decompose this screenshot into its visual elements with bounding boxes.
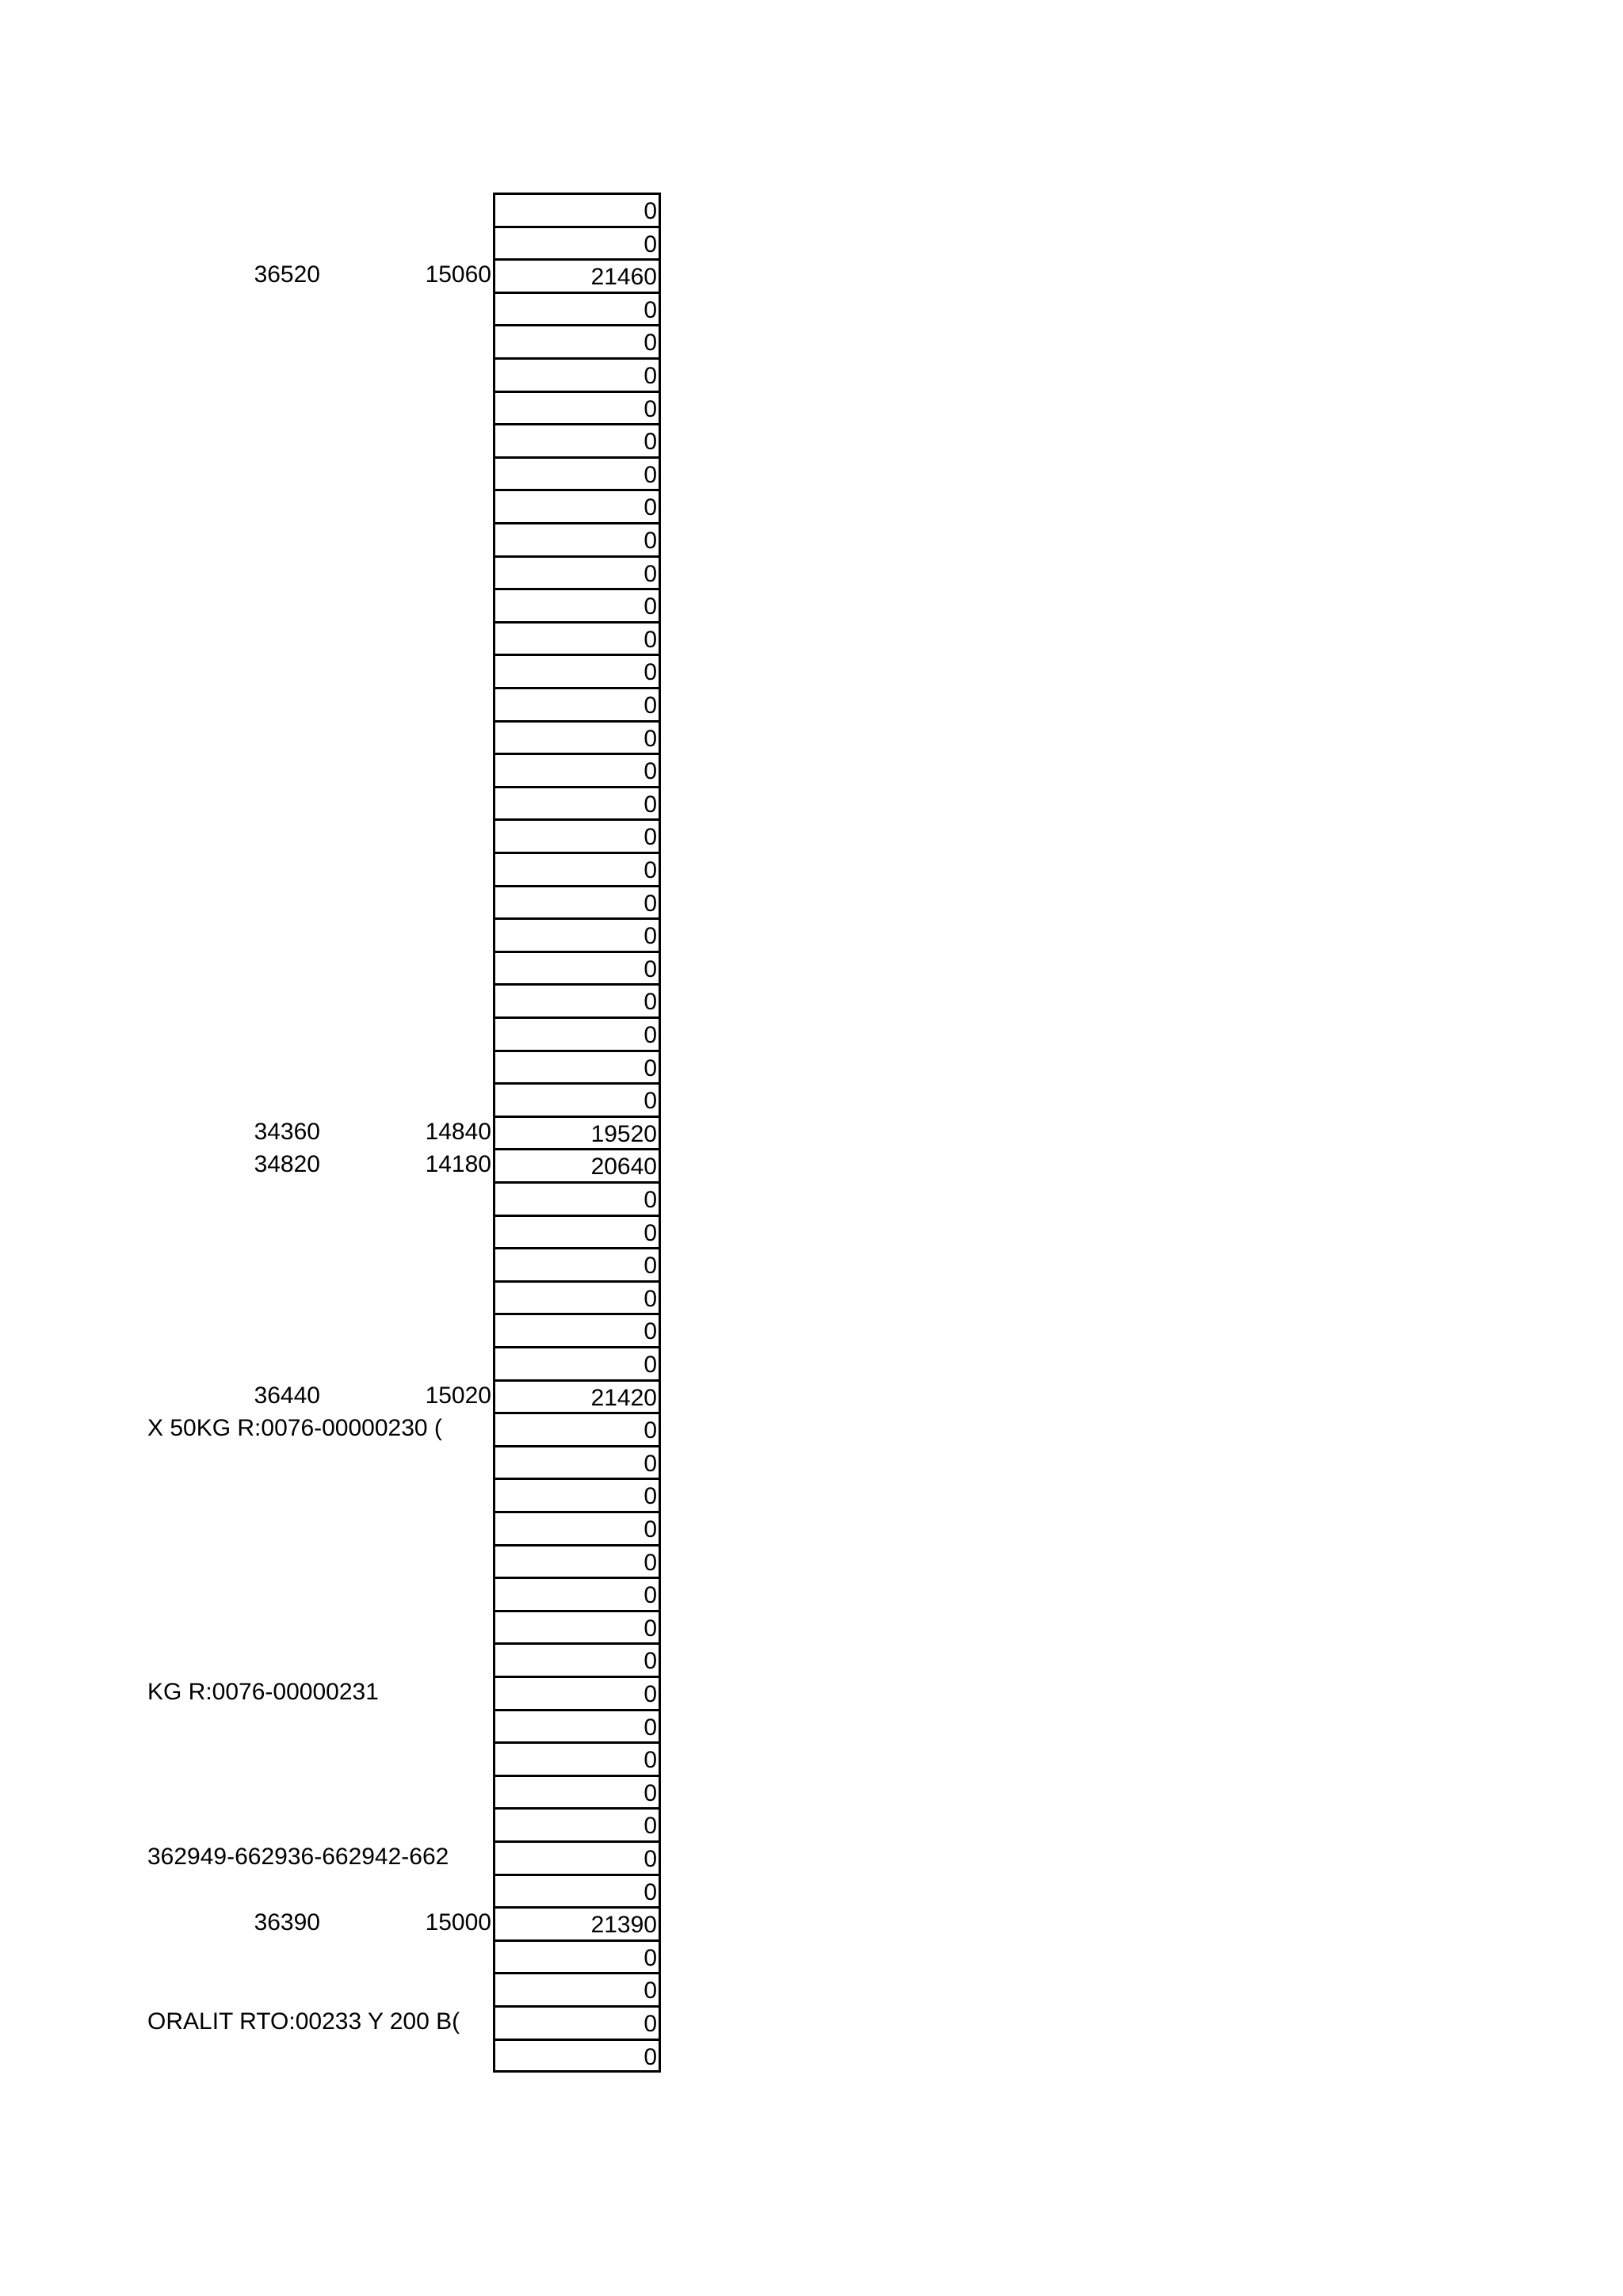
net-weight-cell[interactable]: 0 [493, 324, 661, 357]
description-cell[interactable]: KG R:0076-00000231 [147, 1679, 379, 1705]
table-row [0, 1346, 666, 1379]
net-weight-cell[interactable]: 0 [493, 1775, 661, 1808]
tare-weight-cell[interactable] [320, 654, 491, 687]
gross-weight-cell[interactable] [147, 1511, 320, 1544]
tare-weight-cell[interactable] [320, 1610, 491, 1643]
tare-weight-cell[interactable] [320, 588, 491, 621]
gross-weight-cell[interactable] [147, 1346, 320, 1379]
gross-weight-cell[interactable] [147, 423, 320, 456]
table-row [0, 951, 666, 984]
table-row [0, 1741, 666, 1775]
tare-weight-cell[interactable] [320, 1050, 491, 1083]
table-row [0, 983, 666, 1016]
net-weight-cell[interactable]: 0 [493, 1807, 661, 1840]
gross-weight-cell[interactable] [147, 1016, 320, 1050]
gross-weight-cell[interactable] [147, 720, 320, 753]
tare-weight-cell[interactable] [320, 423, 491, 456]
net-weight-cell[interactable]: 0 [493, 1972, 661, 2005]
gross-weight-cell[interactable] [147, 391, 320, 424]
net-weight-cell[interactable]: 0 [493, 1412, 661, 1445]
net-weight-cell[interactable]: 0 [493, 2039, 661, 2073]
net-weight-cell[interactable]: 0 [493, 786, 661, 819]
tare-weight-cell[interactable] [320, 522, 491, 555]
table-row [0, 917, 666, 951]
tare-weight-cell[interactable] [320, 687, 491, 720]
net-weight-cell[interactable]: 0 [493, 1874, 661, 1907]
gross-weight-cell[interactable] [147, 1215, 320, 1248]
table-row [0, 1215, 666, 1248]
gross-weight-cell[interactable] [147, 324, 320, 357]
table-row [0, 1906, 666, 1939]
table-row [0, 1478, 666, 1511]
tare-weight-cell[interactable] [320, 852, 491, 885]
net-weight-cell[interactable]: 0 [493, 1610, 661, 1643]
tare-weight-cell[interactable]: 15000 [425, 1909, 491, 1936]
tare-weight-cell[interactable] [320, 1775, 491, 1808]
net-weight-cell[interactable]: 0 [493, 654, 661, 687]
gross-weight-cell[interactable]: 34820 [254, 1151, 320, 1178]
net-weight-cell[interactable]: 0 [493, 1577, 661, 1610]
net-weight-cell[interactable]: 19520 [493, 1116, 661, 1149]
table-row [0, 1412, 666, 1445]
table-row [0, 1050, 666, 1083]
net-weight-cell[interactable]: 0 [493, 1280, 661, 1314]
table-row [0, 1379, 666, 1413]
gross-weight-cell[interactable] [147, 786, 320, 819]
table-row [0, 324, 666, 357]
table-row [0, 357, 666, 391]
gross-weight-cell[interactable] [147, 1280, 320, 1314]
gross-weight-cell[interactable] [147, 687, 320, 720]
gross-weight-cell[interactable] [147, 753, 320, 786]
tare-weight-cell[interactable] [320, 1741, 491, 1775]
table-row [0, 1775, 666, 1808]
table-row [0, 555, 666, 589]
gross-weight-cell[interactable] [147, 1874, 320, 1907]
table-row [0, 522, 666, 555]
tare-weight-cell[interactable] [320, 1215, 491, 1248]
table-row [0, 193, 666, 226]
table-row [0, 2039, 666, 2072]
gross-weight-cell[interactable] [147, 1642, 320, 1676]
gross-weight-cell[interactable] [147, 1972, 320, 2005]
gross-weight-cell[interactable]: 34360 [254, 1118, 320, 1145]
table-row [0, 1016, 666, 1050]
tare-weight-cell[interactable] [320, 1577, 491, 1610]
tare-weight-cell[interactable] [320, 1478, 491, 1511]
net-weight-cell[interactable]: 0 [493, 885, 661, 918]
table-row [0, 1313, 666, 1346]
net-weight-cell[interactable]: 0 [493, 1016, 661, 1050]
net-weight-cell[interactable]: 0 [493, 1741, 661, 1775]
gross-weight-cell[interactable] [147, 1741, 320, 1775]
gross-weight-cell[interactable] [147, 555, 320, 589]
gross-weight-cell[interactable] [147, 1082, 320, 1116]
tare-weight-cell[interactable]: 15020 [425, 1382, 491, 1409]
table-row [0, 654, 666, 687]
net-weight-cell[interactable]: 0 [493, 588, 661, 621]
gross-weight-cell[interactable] [147, 1445, 320, 1478]
table-row [0, 2005, 666, 2039]
table-row [0, 1709, 666, 1742]
tare-weight-cell[interactable] [320, 1709, 491, 1742]
net-weight-cell[interactable]: 0 [493, 1445, 661, 1478]
gross-weight-cell[interactable] [147, 654, 320, 687]
gross-weight-cell[interactable] [147, 1313, 320, 1346]
gross-weight-cell[interactable] [147, 1478, 320, 1511]
net-weight-cell[interactable]: 0 [493, 423, 661, 456]
gross-weight-cell[interactable] [147, 885, 320, 918]
net-weight-cell[interactable]: 0 [493, 1082, 661, 1116]
gross-weight-cell[interactable] [147, 588, 320, 621]
net-weight-cell[interactable]: 0 [493, 292, 661, 325]
gross-weight-cell[interactable] [147, 852, 320, 885]
table-row [0, 818, 666, 852]
tare-weight-cell[interactable] [320, 720, 491, 753]
net-weight-cell[interactable]: 0 [493, 1247, 661, 1280]
gross-weight-cell[interactable] [147, 522, 320, 555]
table-row [0, 423, 666, 456]
tare-weight-cell[interactable] [320, 1181, 491, 1215]
tare-weight-cell[interactable] [320, 1082, 491, 1116]
net-weight-cell[interactable]: 0 [493, 1676, 661, 1709]
table-row [0, 391, 666, 424]
table-row [0, 1939, 666, 1973]
gross-weight-cell[interactable] [147, 1709, 320, 1742]
net-weight-cell[interactable]: 0 [493, 818, 661, 852]
table-row [0, 720, 666, 753]
table-row [0, 621, 666, 654]
net-weight-cell[interactable]: 0 [493, 1642, 661, 1676]
tare-weight-cell[interactable] [320, 1874, 491, 1907]
gross-weight-cell[interactable] [147, 292, 320, 325]
gross-weight-cell[interactable] [147, 1544, 320, 1577]
net-weight-cell[interactable]: 0 [493, 951, 661, 984]
net-weight-cell[interactable]: 0 [493, 522, 661, 555]
gross-weight-cell[interactable]: 36520 [254, 261, 320, 288]
tare-weight-cell[interactable] [320, 357, 491, 391]
tare-weight-cell[interactable] [320, 885, 491, 918]
tare-weight-cell[interactable] [320, 292, 491, 325]
tare-weight-cell[interactable] [320, 1939, 491, 1973]
description-cell[interactable]: ORALIT RTO:00233 Y 200 B( [147, 2008, 460, 2035]
tare-weight-cell[interactable] [320, 951, 491, 984]
gross-weight-cell[interactable] [147, 1247, 320, 1280]
tare-weight-cell[interactable]: 14180 [425, 1151, 491, 1178]
table-row [0, 1280, 666, 1314]
net-weight-cell[interactable]: 0 [493, 1313, 661, 1346]
table-row [0, 1181, 666, 1215]
net-weight-cell[interactable]: 0 [493, 2005, 661, 2039]
gross-weight-cell[interactable] [147, 226, 320, 259]
table-row [0, 258, 666, 292]
gross-weight-cell[interactable] [147, 489, 320, 522]
net-weight-cell[interactable]: 0 [493, 1346, 661, 1379]
tare-weight-cell[interactable] [320, 2039, 491, 2072]
net-weight-cell[interactable]: 0 [493, 687, 661, 720]
gross-weight-cell[interactable] [147, 1807, 320, 1840]
tare-weight-cell[interactable] [320, 456, 491, 490]
gross-weight-cell[interactable] [147, 1610, 320, 1643]
net-weight-cell[interactable]: 21460 [493, 258, 661, 292]
gross-weight-cell[interactable] [147, 1939, 320, 1973]
table-row [0, 753, 666, 786]
net-weight-cell[interactable]: 0 [493, 391, 661, 424]
table-row [0, 852, 666, 885]
gross-weight-cell[interactable]: 36440 [254, 1382, 320, 1409]
tare-weight-cell[interactable] [320, 1445, 491, 1478]
table-row [0, 1247, 666, 1280]
table-row [0, 292, 666, 325]
tare-weight-cell[interactable] [320, 818, 491, 852]
table-row [0, 1610, 666, 1643]
tare-weight-cell[interactable] [320, 1807, 491, 1840]
tare-weight-cell[interactable] [320, 489, 491, 522]
description-cell[interactable]: 362949-662936-662942-662 [147, 1844, 449, 1870]
table-row [0, 1840, 666, 1874]
table-row [0, 885, 666, 918]
table-row [0, 1577, 666, 1610]
table-row [0, 1972, 666, 2005]
table-row [0, 226, 666, 259]
table-row [0, 1511, 666, 1544]
description-cell[interactable]: X 50KG R:0076-00000230 ( [147, 1415, 442, 1442]
net-weight-cell[interactable]: 20640 [493, 1148, 661, 1181]
table-row [0, 1148, 666, 1181]
tare-weight-cell[interactable] [320, 1642, 491, 1676]
gross-weight-cell[interactable] [147, 357, 320, 391]
tare-weight-cell[interactable] [320, 1247, 491, 1280]
tare-weight-cell[interactable] [320, 391, 491, 424]
net-weight-cell[interactable]: 0 [493, 852, 661, 885]
tare-weight-cell[interactable] [320, 1346, 491, 1379]
table-row [0, 1116, 666, 1149]
table-row [0, 1544, 666, 1577]
gross-weight-cell[interactable] [147, 1050, 320, 1083]
table-row [0, 1082, 666, 1116]
table-row [0, 1642, 666, 1676]
net-weight-cell[interactable]: 0 [493, 456, 661, 490]
tare-weight-cell[interactable] [320, 753, 491, 786]
gross-weight-cell[interactable] [147, 621, 320, 654]
net-weight-cell[interactable]: 0 [493, 193, 661, 226]
net-weight-cell[interactable]: 0 [493, 226, 661, 259]
tare-weight-cell[interactable] [320, 621, 491, 654]
tare-weight-cell[interactable] [320, 1280, 491, 1314]
net-weight-cell[interactable]: 0 [493, 753, 661, 786]
net-weight-cell[interactable]: 0 [493, 1544, 661, 1577]
table-row [0, 489, 666, 522]
tare-weight-cell[interactable] [320, 917, 491, 951]
net-weight-cell[interactable]: 0 [493, 1840, 661, 1874]
table-row [0, 1445, 666, 1478]
net-weight-cell[interactable]: 0 [493, 1181, 661, 1215]
table-row [0, 1874, 666, 1907]
gross-weight-cell[interactable] [147, 1577, 320, 1610]
gross-weight-cell[interactable] [147, 1775, 320, 1808]
tare-weight-cell[interactable] [320, 786, 491, 819]
table-row [0, 456, 666, 490]
tare-weight-cell[interactable] [320, 226, 491, 259]
gross-weight-cell[interactable] [147, 818, 320, 852]
tare-weight-cell[interactable] [320, 1511, 491, 1544]
net-weight-cell[interactable]: 0 [493, 1511, 661, 1544]
table-row [0, 1807, 666, 1840]
tare-weight-cell[interactable] [320, 555, 491, 589]
tare-weight-cell[interactable] [320, 1313, 491, 1346]
tare-weight-cell[interactable] [320, 1016, 491, 1050]
gross-weight-cell[interactable] [147, 917, 320, 951]
tare-weight-cell[interactable] [320, 1972, 491, 2005]
gross-weight-cell[interactable] [147, 2039, 320, 2072]
net-weight-cell[interactable]: 0 [493, 489, 661, 522]
net-weight-cell[interactable]: 0 [493, 357, 661, 391]
net-weight-cell[interactable]: 21420 [493, 1379, 661, 1413]
tare-weight-cell[interactable]: 15060 [425, 261, 491, 288]
table-row [0, 786, 666, 819]
net-weight-cell[interactable]: 0 [493, 1709, 661, 1742]
tare-weight-cell[interactable] [320, 983, 491, 1016]
tare-weight-cell[interactable] [320, 1544, 491, 1577]
net-weight-cell[interactable]: 0 [493, 555, 661, 589]
net-weight-cell[interactable]: 0 [493, 1478, 661, 1511]
table-row [0, 1676, 666, 1709]
tare-weight-cell[interactable] [320, 324, 491, 357]
net-weight-cell[interactable]: 0 [493, 917, 661, 951]
tare-weight-cell[interactable]: 14840 [425, 1118, 491, 1145]
table-row [0, 687, 666, 720]
gross-weight-cell[interactable] [147, 193, 320, 226]
net-weight-cell[interactable]: 21390 [493, 1906, 661, 1939]
net-weight-cell[interactable]: 0 [493, 983, 661, 1016]
tare-weight-cell[interactable] [320, 193, 491, 226]
net-weight-cell[interactable]: 0 [493, 1050, 661, 1083]
net-weight-cell[interactable]: 0 [493, 1939, 661, 1973]
gross-weight-cell[interactable] [147, 1181, 320, 1215]
net-weight-cell[interactable]: 0 [493, 720, 661, 753]
gross-weight-cell[interactable] [147, 456, 320, 490]
gross-weight-cell[interactable] [147, 951, 320, 984]
gross-weight-cell[interactable]: 36390 [254, 1909, 320, 1936]
gross-weight-cell[interactable] [147, 983, 320, 1016]
table-row [0, 588, 666, 621]
net-weight-cell[interactable]: 0 [493, 621, 661, 654]
net-weight-cell[interactable]: 0 [493, 1215, 661, 1248]
